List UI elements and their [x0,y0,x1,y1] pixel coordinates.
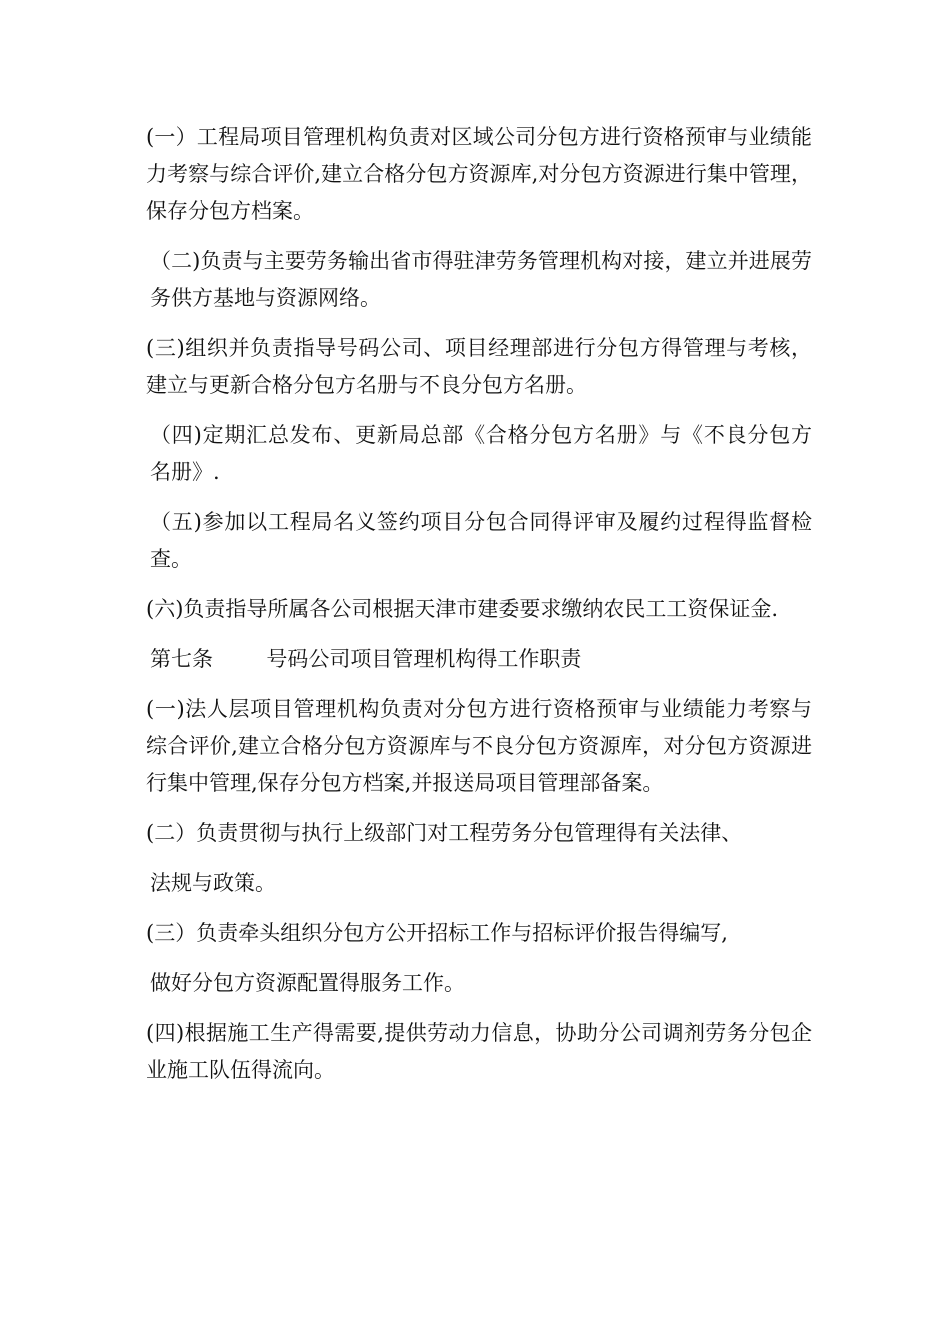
article-paragraph-2: (二）负责贯彻与执行上级部门对工程劳务分包管理得有关法律、 [146,821,743,845]
paragraph-1: (一）工程局项目管理机构负责对区域公司分包方进行资格预审与业绩能力考察与综合评价,建立合格分包方资源库,对分包方资源进行集中管理，保存分包方档案。 [146,125,812,223]
paragraph-6: (六)负责指导所属各公司根据天津市建委要求缴纳农民工工资保证金. [146,597,779,621]
paragraph-3: (三)组织并负责指导号码公司、项目经理部进行分包方得管理与考核，建立与更新合格分包方名册与不良分包方名册。 [146,336,812,397]
article-paragraph-5: 做好分包方资源配置得服务工作。 [150,971,465,995]
article-paragraph-3: 法规与政策。 [150,871,276,895]
article-paragraph-4: (三）负责牵头组织分包方公开招标工作与招标评价报告得编写, [146,921,728,945]
article-paragraph-6: (四)根据施工生产得需要,提供劳动力信息，协助分公司调剂劳务分包企业施工队伍得流向。 [146,1021,812,1082]
paragraph-5: （五)参加以工程局名义签约项目分包合同得评审及履约过程得监督检查。 [150,510,812,571]
article-heading: 第七条 号码公司项目管理机构得工作职责 [150,647,582,671]
article-paragraph-1: (一)法人层项目管理机构负责对分包方进行资格预审与业绩能力考察与综合评价,建立合格分包方资源库与不良分包方资源库，对分包方资源进行集中管理,保存分包方档案,并报送局项目管理部备案。 [146,697,812,795]
paragraph-4: （四)定期汇总发布、更新局总部《合格分包方名册》与《不良分包方 名册》. [150,423,812,484]
document-body [146,119,812,1102]
paragraph-2: （二)负责与主要劳务输出省市得驻津劳务管理机构对接，建立并进展劳务供方基地与资源网络。 [150,249,812,310]
